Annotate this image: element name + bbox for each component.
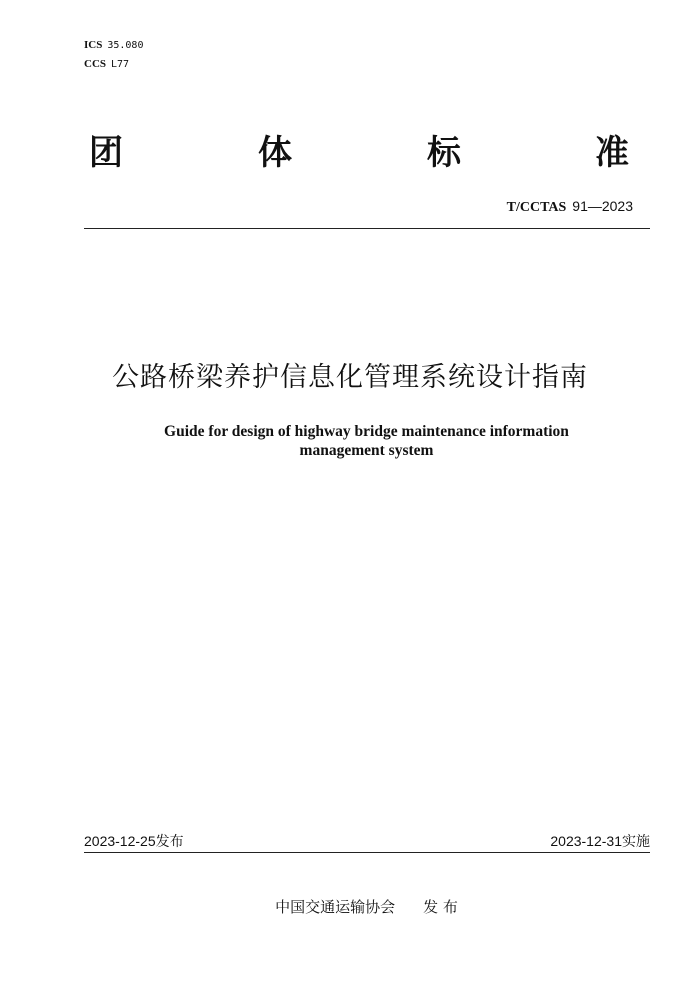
implementation-date — [550, 832, 650, 851]
ccs-label: CCS — [84, 58, 107, 70]
implementation-date-word: 实施 — [622, 834, 650, 850]
issue-date — [84, 832, 184, 851]
ics-label: ICS — [84, 39, 103, 51]
top-divider — [84, 228, 650, 229]
publisher — [0, 897, 700, 917]
issue-date-value: 2023-12-25 — [84, 833, 156, 849]
standard-number-value: 91—2023 — [572, 198, 633, 214]
bottom-divider — [84, 852, 650, 853]
ics-classification — [84, 38, 143, 53]
standard-type-char: 团 — [89, 133, 123, 173]
standard-type-char: 体 — [258, 133, 292, 173]
title-english-line-1: Guide for design of highway bridge maintenance information — [164, 423, 569, 440]
standard-type-char: 标 — [427, 133, 461, 173]
ics-value: 35.080 — [107, 40, 144, 51]
standard-number — [507, 198, 633, 216]
implementation-date-value: 2023-12-31 — [550, 833, 622, 849]
title-chinese: 公路桥梁养护信息化管理系统设计指南 — [112, 362, 588, 393]
issue-date-word: 发布 — [155, 834, 184, 850]
standard-type-char: 准 — [595, 133, 629, 173]
publisher-name: 中国交通运输协会 — [275, 898, 396, 916]
ccs-value: L77 — [111, 59, 130, 70]
title-english-line-2: management system — [299, 442, 434, 459]
standard-code: T/CCTAS — [506, 200, 567, 215]
publisher-action: 发 布 — [423, 898, 458, 916]
ccs-classification — [84, 57, 129, 72]
